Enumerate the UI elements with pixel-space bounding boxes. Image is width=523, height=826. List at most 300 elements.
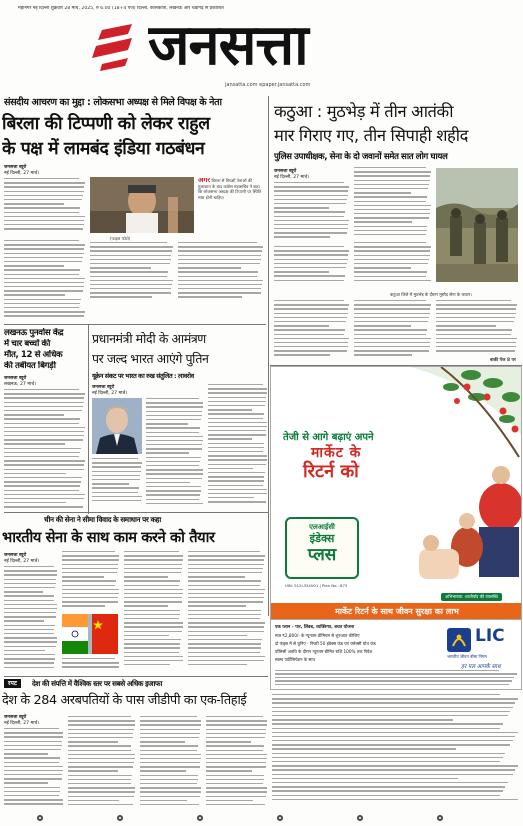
text-line	[4, 650, 45, 651]
text-line	[146, 494, 200, 495]
text-line	[354, 259, 429, 260]
story1-body-col3	[178, 242, 264, 302]
text-line	[92, 462, 142, 463]
text-line	[354, 313, 430, 314]
text-line	[354, 246, 431, 247]
text-line	[274, 220, 349, 221]
text-line	[124, 610, 180, 611]
text-line	[354, 267, 411, 268]
text-line	[354, 226, 427, 227]
text-line	[124, 626, 183, 627]
text-line	[140, 800, 187, 801]
text-line	[4, 799, 63, 800]
text-line	[354, 234, 426, 235]
text-line	[272, 778, 458, 779]
text-line	[206, 775, 264, 776]
text-line	[4, 803, 63, 804]
text-line	[274, 250, 349, 251]
text-line	[206, 745, 264, 746]
text-line	[354, 221, 412, 222]
text-line	[124, 551, 179, 552]
text-line	[146, 461, 200, 462]
story6-body-col3	[140, 716, 202, 810]
text-line	[208, 455, 267, 456]
text-line	[274, 354, 330, 355]
text-line	[188, 576, 245, 577]
text-line	[4, 587, 55, 588]
text-line	[4, 667, 54, 668]
text-line	[4, 766, 63, 767]
text-line	[4, 600, 54, 601]
text-line	[354, 171, 431, 172]
text-line	[354, 209, 430, 210]
text-line	[62, 593, 119, 594]
text-line	[206, 791, 267, 792]
text-line	[68, 804, 133, 805]
text-line	[272, 694, 500, 695]
text-line	[4, 736, 63, 737]
text-line	[274, 263, 347, 264]
text-line	[146, 436, 203, 437]
text-line	[4, 583, 56, 584]
text-line	[4, 406, 83, 407]
text-line	[4, 732, 63, 733]
lic-logo-icon	[447, 628, 471, 652]
text-line	[140, 762, 200, 763]
text-line	[140, 750, 197, 751]
text-line	[4, 774, 62, 775]
text-line	[188, 664, 247, 665]
text-line	[4, 749, 61, 750]
text-line	[436, 308, 516, 309]
text-line	[68, 750, 131, 751]
text-line	[4, 427, 85, 428]
text-line	[92, 471, 141, 472]
story1-kicker: संसदीय आचरण का मुद्दा : लोकसभा अध्यक्ष से मिले विपक्ष के नेता	[4, 97, 222, 108]
text-line	[124, 572, 181, 573]
text-line	[62, 551, 115, 552]
text-line	[90, 263, 170, 264]
text-line	[4, 464, 84, 465]
text-line	[354, 242, 426, 243]
text-line	[62, 658, 115, 659]
text-line	[272, 744, 510, 745]
text-line	[124, 576, 168, 577]
text-line	[4, 654, 55, 655]
text-line	[68, 720, 135, 721]
text-line	[4, 579, 56, 580]
text-line	[178, 288, 261, 289]
story6-body-col1	[4, 728, 64, 810]
text-line	[124, 618, 179, 619]
text-line	[146, 478, 202, 479]
text-line	[206, 766, 266, 767]
text-line	[272, 782, 508, 783]
text-line	[206, 779, 264, 780]
text-line	[208, 497, 254, 498]
text-line	[90, 292, 171, 293]
text-line	[62, 555, 119, 556]
ad-line2: मार्केट के	[311, 445, 362, 461]
text-line	[274, 182, 344, 183]
text-line	[274, 228, 348, 229]
text-line	[274, 216, 344, 217]
text-line	[68, 737, 133, 738]
text-line	[4, 203, 64, 204]
text-line	[272, 728, 500, 729]
text-line	[274, 300, 344, 301]
story6-headline: देश के 284 अरबपतियों के पास जीडीपी का एक-तिहाई	[2, 693, 247, 708]
text-line	[4, 410, 82, 411]
story5-kicker: चीन की सेना ने सीमा विवाद के समाधान पर कहा	[44, 515, 161, 524]
text-line	[178, 246, 263, 247]
text-line	[4, 311, 85, 312]
text-line	[354, 329, 427, 330]
text-line	[68, 766, 133, 767]
text-line	[208, 468, 253, 469]
text-line	[4, 253, 84, 254]
text-line	[62, 559, 119, 560]
text-line	[354, 308, 430, 309]
text-line	[140, 783, 197, 784]
text-line	[124, 622, 183, 623]
ad-bullet-3: पॉलिसी अवधि के दौरान न्यूनतम बीमित राशि 100% तक निवेश	[275, 649, 373, 654]
text-line	[140, 791, 201, 792]
text-line	[90, 271, 168, 272]
story5-byline: जनसत्ता ब्यूरो	[4, 553, 27, 558]
ad-fund-line2: इंडेक्स	[309, 532, 335, 545]
text-line	[208, 501, 266, 502]
text-line	[62, 568, 118, 569]
text-line	[436, 317, 515, 318]
text-line	[4, 629, 54, 630]
text-line	[188, 589, 265, 590]
text-line	[4, 282, 84, 283]
text-line	[4, 418, 80, 419]
ad-disclaimer	[275, 670, 519, 688]
text-line	[146, 423, 188, 424]
masthead-dateline: महानगर नई दिल्ली शुक्रवार 28 मार्च, 2025, रु 6.00 (18+4 पेज) दिल्ली, कोलकाता, लखनऊ और चंडीगढ़ से प्रकाशित	[18, 6, 224, 11]
text-line	[146, 440, 203, 441]
text-line	[92, 483, 129, 484]
text-line	[436, 329, 512, 330]
text-line	[208, 409, 252, 410]
story2-headline-line2: मार गिराए गए, तीन सिपाही शहीद	[274, 126, 469, 145]
story6-kicker: देश की संपत्ति में वैश्विक स्तर पर सबसे अधिक इजाफा	[32, 679, 163, 688]
text-line	[206, 762, 266, 763]
text-line	[4, 186, 84, 187]
text-line	[140, 758, 201, 759]
text-line	[146, 398, 199, 399]
text-line	[146, 457, 201, 458]
text-line	[146, 448, 202, 449]
text-line	[4, 294, 65, 295]
text-line	[208, 384, 263, 385]
text-line	[124, 597, 182, 598]
text-line	[178, 292, 261, 293]
text-line	[272, 790, 503, 791]
text-line	[208, 392, 267, 393]
text-line	[140, 716, 197, 717]
text-line	[4, 435, 84, 436]
text-line	[274, 271, 329, 272]
text-line	[4, 402, 84, 403]
text-line	[68, 745, 131, 746]
text-line	[274, 275, 345, 276]
text-line	[274, 350, 347, 351]
text-line	[188, 610, 261, 611]
text-line	[436, 304, 517, 305]
text-line	[354, 184, 429, 185]
text-line	[208, 464, 266, 465]
text-line	[4, 397, 84, 398]
story5-body-col2	[62, 551, 120, 611]
text-line	[140, 796, 200, 797]
masthead-logo-icon	[88, 18, 148, 74]
text-line	[146, 427, 200, 428]
text-line	[206, 770, 252, 771]
text-line	[274, 224, 348, 225]
text-line	[92, 466, 141, 467]
text-line	[354, 334, 426, 335]
text-line	[354, 255, 430, 256]
story5-body-col1	[4, 566, 58, 672]
story3-byline: जनसत्ता ब्यूरो	[4, 376, 27, 381]
text-line	[124, 589, 183, 590]
text-line	[188, 585, 260, 586]
text-line	[274, 280, 344, 281]
story1-photo-caption: (फाइल फोटो)	[110, 236, 131, 241]
text-line	[4, 608, 57, 609]
text-line	[208, 418, 263, 419]
story5-photo	[62, 614, 118, 654]
ad-bullet-4: स्वस्थ पार्टिसिपेशन के साथ	[275, 657, 316, 662]
text-line	[188, 618, 260, 619]
story2-headline-line1: कठुआ : मुठभेड़ में तीन आतंकी	[274, 102, 454, 121]
text-line	[140, 770, 186, 771]
story2-body-col2-cont	[354, 242, 432, 286]
text-line	[188, 551, 260, 552]
text-line	[4, 570, 57, 571]
text-line	[4, 195, 83, 196]
story6-byline: जनसत्ता ब्यूरो	[4, 715, 27, 720]
text-line	[4, 728, 59, 729]
text-line	[4, 498, 84, 499]
text-line	[4, 494, 85, 495]
text-line	[4, 662, 54, 663]
story1-byline: जनसत्ता ब्यूरो	[4, 165, 27, 170]
text-line	[146, 432, 199, 433]
text-line	[354, 317, 429, 318]
text-line	[274, 236, 330, 237]
text-line	[188, 631, 264, 632]
text-line	[146, 490, 201, 491]
text-line	[4, 782, 48, 783]
text-line	[4, 244, 85, 245]
story4-subhead: यूक्रेन संकट पर भारत का रुख संतुलित : लावरोव	[92, 372, 194, 380]
text-line	[124, 643, 180, 644]
text-line	[4, 191, 84, 192]
text-line	[146, 411, 202, 412]
story2-photo	[436, 168, 518, 282]
story4-photo	[92, 398, 142, 454]
text-line	[436, 338, 517, 339]
text-line	[92, 487, 139, 488]
ad-fund-line1: एलआईसी	[309, 523, 335, 531]
text-line	[4, 257, 83, 258]
text-line	[188, 660, 264, 661]
text-line	[188, 652, 260, 653]
text-line	[4, 261, 82, 262]
text-line	[354, 354, 412, 355]
text-line	[272, 774, 513, 775]
text-line	[90, 284, 172, 285]
text-line	[354, 271, 427, 272]
ad-bullet-0: एक प्लान - पार, लिंक्ड, व्यक्तिगत, बचत योजना	[275, 625, 355, 630]
text-line	[272, 736, 515, 737]
text-line	[208, 438, 252, 439]
text-line	[62, 662, 119, 663]
text-line	[208, 472, 265, 473]
text-line	[4, 633, 54, 634]
text-line	[208, 434, 266, 435]
ad-tag: अभिभावक: आशीर्वाद की उपलब्धि	[441, 593, 502, 601]
ad-bullet-1: मात्र ₹2,800/- के न्यूनतम प्रीमियम से शुरुआत कीजिए	[275, 633, 360, 638]
story5-body-col4	[188, 551, 266, 671]
text-line	[4, 240, 79, 241]
text-line	[208, 489, 267, 490]
text-line	[354, 192, 411, 193]
text-line	[140, 745, 198, 746]
text-line	[208, 447, 264, 448]
text-line	[206, 750, 263, 751]
text-line	[90, 280, 173, 281]
text-line	[274, 267, 346, 268]
text-line	[354, 213, 430, 214]
text-line	[4, 770, 63, 771]
text-line	[354, 167, 426, 168]
text-line	[274, 346, 348, 347]
text-line	[68, 724, 135, 725]
text-line	[4, 307, 79, 308]
text-line	[272, 715, 508, 716]
text-line	[206, 720, 267, 721]
story1-intro-lead: अगर	[198, 178, 211, 184]
text-line	[208, 443, 264, 444]
text-line	[206, 804, 265, 805]
text-line	[4, 566, 54, 567]
text-line	[436, 325, 496, 326]
text-line	[92, 479, 140, 480]
text-line	[272, 702, 515, 703]
text-line	[274, 329, 345, 330]
text-line	[4, 452, 80, 453]
story5-dateline: नई दिल्ली, 27 मार्च।	[4, 559, 40, 564]
text-line	[354, 350, 429, 351]
text-line	[436, 313, 516, 314]
text-line	[4, 456, 79, 457]
text-line	[124, 605, 168, 606]
text-line	[140, 733, 200, 734]
text-line	[146, 444, 202, 445]
text-line	[124, 631, 182, 632]
text-line	[124, 585, 179, 586]
text-line	[354, 321, 428, 322]
text-line	[354, 230, 427, 231]
text-line	[274, 199, 347, 200]
text-line	[354, 250, 430, 251]
text-line	[92, 475, 140, 476]
text-line	[146, 469, 203, 470]
text-line	[208, 480, 264, 481]
text-line	[62, 576, 104, 577]
text-line	[272, 757, 503, 758]
text-line	[354, 276, 426, 277]
text-line	[208, 476, 264, 477]
text-line	[272, 719, 453, 720]
text-line	[4, 646, 56, 647]
text-line	[62, 601, 118, 602]
text-line	[188, 597, 264, 598]
text-line	[354, 342, 430, 343]
text-line	[4, 439, 83, 440]
text-line	[4, 220, 84, 221]
text-line	[436, 321, 514, 322]
text-line	[68, 754, 135, 755]
story6-kicker-tag: रपट	[4, 679, 21, 688]
story5-body-col2-cont	[62, 658, 120, 672]
text-line	[140, 775, 198, 776]
text-line	[4, 477, 82, 478]
text-line	[146, 415, 202, 416]
text-line	[188, 647, 261, 648]
text-line	[436, 342, 516, 343]
story1-headline-line1: बिरला की टिप्पणी को लेकर राहुल	[2, 114, 210, 134]
text-line	[274, 246, 344, 247]
story2-body-row2-col1	[274, 300, 350, 362]
masthead-title: जनसत्ता	[148, 13, 308, 78]
story1-body-col1	[4, 178, 86, 236]
text-line	[436, 346, 516, 347]
print-registration-marks	[0, 812, 523, 824]
text-line	[140, 720, 201, 721]
story1-body-col2	[90, 242, 174, 302]
text-line	[92, 500, 141, 501]
text-line	[4, 443, 65, 444]
text-line	[188, 580, 261, 581]
text-line	[188, 555, 265, 556]
text-line	[274, 334, 344, 335]
text-line	[146, 486, 201, 487]
text-line	[124, 635, 169, 636]
text-line	[4, 290, 83, 291]
story1-intro-text: बिरला से विपक्षी नेताओं की मुलाकात के बाद कांग्रेस महासचिव ने कहा कि लोकसभा अध्यक्ष की टिप्पणी पर स्थिति स्पष्ट होनी चाहिए।	[198, 178, 262, 200]
story2-body-row2-col3	[436, 300, 518, 356]
text-line	[90, 288, 171, 289]
text-line	[206, 716, 263, 717]
text-line	[354, 188, 428, 189]
text-line	[124, 660, 183, 661]
ad-fund-line3: प्लस	[307, 545, 337, 565]
text-line	[272, 711, 510, 712]
text-line	[68, 791, 135, 792]
text-line	[272, 765, 518, 766]
text-line	[274, 186, 349, 187]
text-line	[206, 733, 266, 734]
text-line	[178, 284, 262, 285]
text-line	[4, 791, 60, 792]
text-line	[206, 783, 263, 784]
